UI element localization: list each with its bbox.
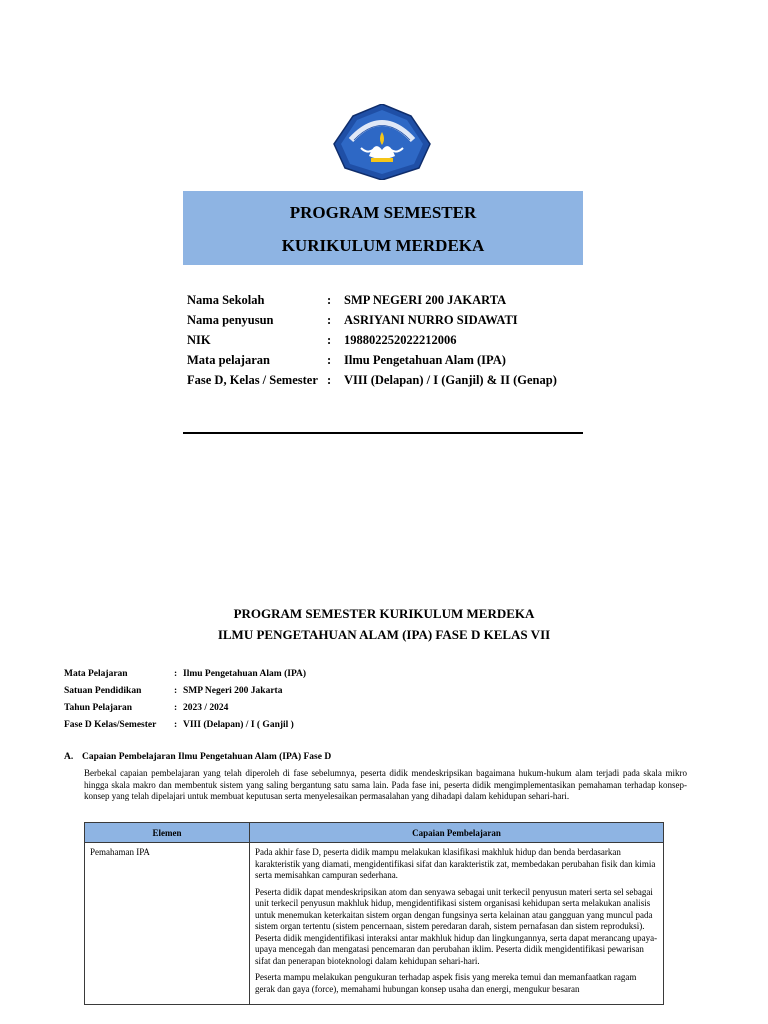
cover-info-value: VIII (Delapan) / I (Ganjil) & II (Genap) [344,373,557,387]
colon-separator: : [327,373,332,387]
meta-row [64,717,306,734]
cover-info-value: Ilmu Pengetahuan Alam (IPA) [344,353,506,367]
section-a-number: A. [64,752,74,762]
table-cell-capaian [250,843,664,1005]
document-title-line1: PROGRAM SEMESTER KURIKULUM MERDEKA [233,606,535,621]
cover-divider-line [183,432,583,434]
cover-info-row [187,310,557,330]
colon-separator: : [174,720,178,730]
capaian-paragraph: Pada akhir fase D, peserta didik mampu melakukan klasifikasi makhluk hidup dan benda berdasarkan karakteristik yang diamati, mengidentifikasi sifat dan karakteristik zat, membedakan perubahan fisik dan kimia serta memisahkan campuran sederhana. [255,847,656,880]
table-header-row [85,823,664,843]
cover-info-row [187,350,557,370]
cover-info-value: ASRIYANI NURRO SIDAWATI [344,313,518,327]
colon-separator: : [327,333,332,347]
meta-row [64,666,306,683]
cover-title-line2: KURIKULUM MERDEKA [281,236,485,255]
meta-value: SMP Negeri 200 Jakarta [183,686,283,696]
cover-info-value: 198802252022212006 [344,333,457,347]
meta-row [64,683,306,700]
meta-label: Mata Pelajaran [64,669,128,679]
meta-value: 2023 / 2024 [183,703,229,713]
cover-title-line1: PROGRAM SEMESTER [289,203,477,222]
cover-info-value: SMP NEGERI 200 JAKARTA [344,293,507,307]
colon-separator: : [174,669,178,679]
document-meta-block [64,666,306,734]
section-a-intro: Berbekal capaian pembelajaran yang telah diperoleh di fase sebelumnya, peserta didik mendeskripsikan bagaimana hukum-hukum alam terjadi pada skala mikro hingga skala makro dan membentuk sistem yang saling bergantung satu sama lain. Pada fase ini, peserta didik mengimplementasikan pemahaman terhadap konsep-konsep yang telah dipelajari untuk membuat keputusan serta menyelesaikan permasalahan yang dihadapi dalam kehidupan sehari-hari. [84,768,687,801]
cover-info-label: Mata pelajaran [187,353,270,367]
cover-info-label: Nama Sekolah [187,293,265,307]
table-row [85,843,664,1005]
cover-info-row [187,290,557,310]
meta-value: Ilmu Pengetahuan Alam (IPA) [183,669,307,679]
meta-label: Satuan Pendidikan [64,686,142,696]
cover-info-row [187,330,557,350]
colon-separator: : [174,703,178,713]
section-a-title: Capaian Pembelajaran Ilmu Pengetahuan Alam (IPA) Fase D [82,752,332,762]
capaian-table [84,822,664,1005]
cover-info-label: Fase D, Kelas / Semester [187,373,318,387]
table-header-elemen: Elemen [85,823,250,843]
meta-row [64,700,306,717]
cover-info-row [187,370,557,390]
meta-label: Tahun Pelajaran [64,703,133,713]
cover-info-label: Nama penyusun [187,313,274,327]
colon-separator: : [327,313,332,327]
capaian-paragraph: Peserta mampu melakukan pengukuran terhadap aspek fisis yang mereka temui dan memanfaatkan ragam gerak dan gaya (force), memahami hubungan konsep usaha dan energi, mengukur besaran [255,972,637,994]
cover-title-box [183,191,583,265]
colon-separator: : [327,353,332,367]
document-title-line2: ILMU PENGETAHUAN ALAM (IPA) FASE D KELAS VII [217,627,551,642]
capaian-paragraph: Peserta didik dapat mendeskripsikan atom dan senyawa sebagai unit terkecil penyusun materi serta sel sebagai unit terkecil penyusun makhluk hidup, mengidentifikasi sistem organisasi kehidupan serta melakukan analisis untuk menemukan keterkaitan sistem organ dengan fungsinya serta kelainan atau gangguan yang muncul pada sistem organ tertentu (sistem pencernaan, sistem peredaran darah, sistem pernafasan dan sistem reproduksi). Peserta didik mengidentifikasi interaksi antar makhluk hidup dan lingkungannya, serta dapat merancang upaya-upaya mencegah dan mengatasi pencemaran dan perubahan iklim. Peserta didik mengidentifikasi pewarisan sifat dan penerapan bioteknologi dalam kehidupan sehari-hari. [255,886,658,966]
colon-separator: : [174,686,178,696]
cover-info-block [187,290,557,390]
colon-separator: : [327,293,332,307]
cover-info-label: NIK [187,333,211,347]
tut-wuri-handayani-logo [331,104,433,180]
meta-label: Fase D Kelas/Semester [64,720,157,730]
section-a-heading [64,752,331,762]
meta-value: VIII (Delapan) / I ( Ganjil ) [183,720,294,730]
table-header-capaian: Capaian Pembelajaran [250,823,664,843]
table-cell-element: Pemahaman IPA [85,843,250,1005]
